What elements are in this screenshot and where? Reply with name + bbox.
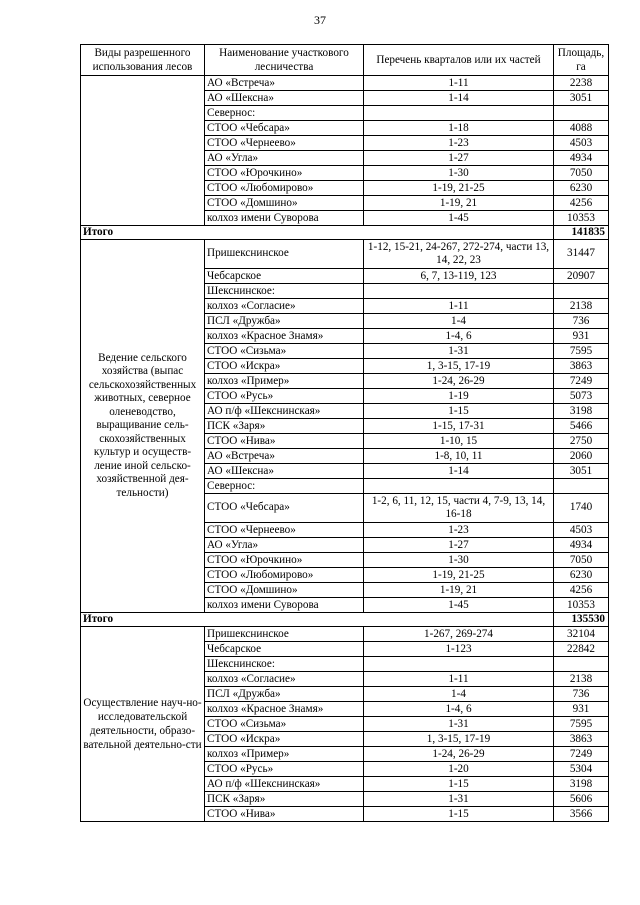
forestry-name-cell: Пришекснинское — [205, 627, 364, 642]
quarters-cell: 1-15 — [364, 777, 554, 792]
use-type-cell — [81, 76, 205, 226]
area-cell: 3863 — [554, 359, 609, 374]
area-cell: 7249 — [554, 747, 609, 762]
total-label: Итого — [81, 613, 554, 627]
quarters-cell: 1, 3-15, 17-19 — [364, 732, 554, 747]
quarters-cell: 1-31 — [364, 344, 554, 359]
forestry-name-cell: СТОО «Чернеево» — [205, 136, 364, 151]
header-use-type: Виды разрешенного использования лесов — [81, 45, 205, 76]
quarters-cell: 1-4 — [364, 314, 554, 329]
forestry-name-cell: АО «Встреча» — [205, 76, 364, 91]
area-cell: 22842 — [554, 642, 609, 657]
table-row — [81, 76, 609, 91]
forestry-name-cell: СТОО «Нива» — [205, 807, 364, 822]
use-type-cell: Ведение сельского хозяйства (выпас сельскохозяйственных животных, северное оленеводство, выращивание сель-скохозяйственных культур и осуществ-ление иной сельско-хозяйственной дея-тельности) — [81, 240, 205, 613]
forestry-name-cell: СТОО «Чебсара» — [205, 494, 364, 523]
quarters-cell: 6, 7, 13-119, 123 — [364, 269, 554, 284]
table-row — [81, 627, 609, 642]
forestry-name-cell: СТОО «Домшино» — [205, 583, 364, 598]
area-cell: 5073 — [554, 389, 609, 404]
area-cell: 6230 — [554, 181, 609, 196]
area-cell: 7050 — [554, 553, 609, 568]
total-row — [81, 226, 609, 240]
forestry-name-cell: АО п/ф «Шекснинская» — [205, 404, 364, 419]
forestry-name-cell: колхоз имени Суворова — [205, 211, 364, 226]
area-cell — [554, 106, 609, 121]
quarters-cell: 1-24, 26-29 — [364, 747, 554, 762]
forestry-name-cell: СТОО «Любомирово» — [205, 568, 364, 583]
quarters-cell: 1-12, 15-21, 24-267, 272-274, части 13, 14, 22, 23 — [364, 240, 554, 269]
quarters-cell: 1-19 — [364, 389, 554, 404]
area-cell: 4934 — [554, 151, 609, 166]
page-number: 37 — [314, 13, 326, 27]
forestry-name-cell: АО «Угла» — [205, 151, 364, 166]
forestry-name-cell: колхоз «Пример» — [205, 747, 364, 762]
area-cell: 2138 — [554, 299, 609, 314]
forestry-name-cell: колхоз «Красное Знамя» — [205, 702, 364, 717]
quarters-cell: 1, 3-15, 17-19 — [364, 359, 554, 374]
area-cell: 32104 — [554, 627, 609, 642]
quarters-cell: 1-14 — [364, 91, 554, 106]
area-cell: 6230 — [554, 568, 609, 583]
area-cell: 3863 — [554, 732, 609, 747]
area-cell: 736 — [554, 314, 609, 329]
quarters-cell: 1-27 — [364, 538, 554, 553]
quarters-cell: 1-2, 6, 11, 12, 15, части 4, 7-9, 13, 14, 16-18 — [364, 494, 554, 523]
forestry-name-cell: АО «Шексна» — [205, 464, 364, 479]
quarters-cell: 1-27 — [364, 151, 554, 166]
area-cell: 2060 — [554, 449, 609, 464]
forestry-name-cell: АО «Встреча» — [205, 449, 364, 464]
area-cell: 4503 — [554, 523, 609, 538]
forestry-name-cell: Чебсарское — [205, 642, 364, 657]
forestry-name-cell: Шекснинское: — [205, 284, 364, 299]
area-cell: 736 — [554, 687, 609, 702]
quarters-cell: 1-23 — [364, 523, 554, 538]
forestry-name-cell: АО «Шексна» — [205, 91, 364, 106]
area-cell — [554, 657, 609, 672]
area-cell: 3566 — [554, 807, 609, 822]
forestry-name-cell: СТОО «Чебсара» — [205, 121, 364, 136]
quarters-cell: 1-8, 10, 11 — [364, 449, 554, 464]
quarters-cell: 1-45 — [364, 211, 554, 226]
forestry-name-cell: колхоз «Согласие» — [205, 299, 364, 314]
forestry-name-cell: ПСК «Заря» — [205, 419, 364, 434]
area-cell: 5606 — [554, 792, 609, 807]
quarters-cell: 1-11 — [364, 299, 554, 314]
area-cell: 3051 — [554, 464, 609, 479]
area-cell: 7249 — [554, 374, 609, 389]
area-cell: 931 — [554, 329, 609, 344]
forestry-name-cell: Шекснинское: — [205, 657, 364, 672]
area-cell: 7050 — [554, 166, 609, 181]
quarters-cell — [364, 657, 554, 672]
quarters-cell: 1-4, 6 — [364, 702, 554, 717]
quarters-cell: 1-31 — [364, 792, 554, 807]
area-cell: 2238 — [554, 76, 609, 91]
quarters-cell: 1-11 — [364, 76, 554, 91]
header-area: Площадь, га — [554, 45, 609, 76]
quarters-cell: 1-15, 17-31 — [364, 419, 554, 434]
area-cell: 1740 — [554, 494, 609, 523]
quarters-cell: 1-15 — [364, 404, 554, 419]
area-cell: 10353 — [554, 211, 609, 226]
forestry-name-cell: СТОО «Нива» — [205, 434, 364, 449]
quarters-cell: 1-19, 21 — [364, 583, 554, 598]
forestry-name-cell: АО п/ф «Шекснинская» — [205, 777, 364, 792]
quarters-cell: 1-11 — [364, 672, 554, 687]
area-cell: 7595 — [554, 344, 609, 359]
area-cell: 4256 — [554, 196, 609, 211]
forestry-name-cell: СТОО «Искра» — [205, 359, 364, 374]
quarters-cell: 1-267, 269-274 — [364, 627, 554, 642]
quarters-cell — [364, 479, 554, 494]
total-value: 135530 — [554, 613, 609, 627]
forestry-name-cell: колхоз «Пример» — [205, 374, 364, 389]
area-cell: 2138 — [554, 672, 609, 687]
quarters-cell: 1-45 — [364, 598, 554, 613]
forestry-name-cell: Пришекснинское — [205, 240, 364, 269]
area-cell: 4934 — [554, 538, 609, 553]
header-quarters: Перечень кварталов или их частей — [364, 45, 554, 76]
quarters-cell: 1-18 — [364, 121, 554, 136]
area-cell: 2750 — [554, 434, 609, 449]
forestry-name-cell: СТОО «Сизьма» — [205, 717, 364, 732]
quarters-cell: 1-19, 21-25 — [364, 568, 554, 583]
forestry-name-cell: ПСЛ «Дружба» — [205, 687, 364, 702]
forestry-name-cell: колхоз «Красное Знамя» — [205, 329, 364, 344]
forestry-name-cell: СТОО «Русь» — [205, 762, 364, 777]
forestry-name-cell: ПСЛ «Дружба» — [205, 314, 364, 329]
quarters-cell: 1-10, 15 — [364, 434, 554, 449]
forestry-name-cell: СТОО «Домшино» — [205, 196, 364, 211]
forestry-name-cell: СТОО «Чернеево» — [205, 523, 364, 538]
quarters-cell: 1-30 — [364, 166, 554, 181]
forestry-name-cell: ПСК «Заря» — [205, 792, 364, 807]
quarters-cell: 1-24, 26-29 — [364, 374, 554, 389]
quarters-cell: 1-4, 6 — [364, 329, 554, 344]
total-row — [81, 613, 609, 627]
forestry-name-cell: СТОО «Русь» — [205, 389, 364, 404]
forestry-name-cell: СТОО «Искра» — [205, 732, 364, 747]
total-label: Итого — [81, 226, 554, 240]
forestry-name-cell: СТОО «Юрочкино» — [205, 166, 364, 181]
quarters-cell: 1-19, 21-25 — [364, 181, 554, 196]
quarters-cell: 1-15 — [364, 807, 554, 822]
forestry-name-cell: СТОО «Юрочкино» — [205, 553, 364, 568]
quarters-cell: 1-19, 21 — [364, 196, 554, 211]
quarters-cell — [364, 106, 554, 121]
table-row — [81, 240, 609, 269]
area-cell: 31447 — [554, 240, 609, 269]
quarters-cell: 1-4 — [364, 687, 554, 702]
area-cell — [554, 479, 609, 494]
table-header — [81, 45, 609, 76]
forestry-name-cell: СТОО «Любомирово» — [205, 181, 364, 196]
table-body — [81, 76, 609, 822]
area-cell: 3198 — [554, 777, 609, 792]
area-cell: 20907 — [554, 269, 609, 284]
total-value: 141835 — [554, 226, 609, 240]
area-cell: 4256 — [554, 583, 609, 598]
forestry-name-cell: Севернос: — [205, 479, 364, 494]
area-cell: 931 — [554, 702, 609, 717]
area-cell — [554, 284, 609, 299]
forestry-name-cell: колхоз «Согласие» — [205, 672, 364, 687]
forestry-name-cell: СТОО «Сизьма» — [205, 344, 364, 359]
area-cell: 4503 — [554, 136, 609, 151]
quarters-cell: 1-23 — [364, 136, 554, 151]
quarters-cell: 1-31 — [364, 717, 554, 732]
area-cell: 3198 — [554, 404, 609, 419]
forest-use-table — [80, 44, 609, 822]
forestry-name-cell: Севернос: — [205, 106, 364, 121]
area-cell: 4088 — [554, 121, 609, 136]
quarters-cell: 1-30 — [364, 553, 554, 568]
header-forestry-name: Наименование участкового лесничества — [205, 45, 364, 76]
quarters-cell: 1-14 — [364, 464, 554, 479]
use-type-cell: Осуществление науч-но-исследовательской деятельности, образо-вательной деятельно-сти — [81, 627, 205, 822]
forestry-name-cell: колхоз имени Суворова — [205, 598, 364, 613]
area-cell: 3051 — [554, 91, 609, 106]
quarters-cell: 1-20 — [364, 762, 554, 777]
quarters-cell: 1-123 — [364, 642, 554, 657]
forestry-name-cell: АО «Угла» — [205, 538, 364, 553]
area-cell: 5466 — [554, 419, 609, 434]
area-cell: 10353 — [554, 598, 609, 613]
area-cell: 5304 — [554, 762, 609, 777]
area-cell: 7595 — [554, 717, 609, 732]
quarters-cell — [364, 284, 554, 299]
forestry-name-cell: Чебсарское — [205, 269, 364, 284]
